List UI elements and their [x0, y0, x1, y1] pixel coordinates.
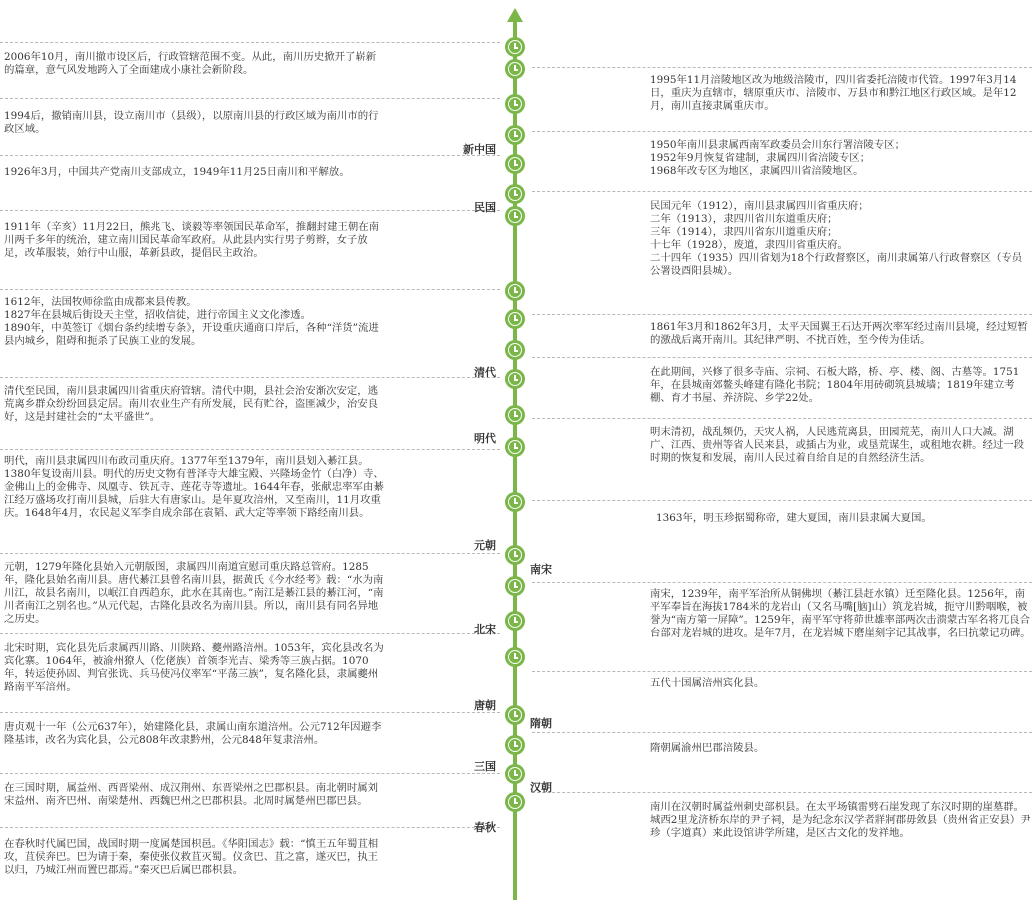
divider — [532, 671, 1032, 672]
left-entry: 在三国时期，属益州、西晋梁州、成汉荆州、东晋梁州之巴郡枳县。南北朝时属刘宋益州、南齐巴州、南梁楚州、西魏巴州之巴郡枳县。北周时属楚州巴郡巴县。 — [4, 782, 379, 807]
right-entry: 隋朝属渝州巴郡涪陵县。 — [650, 742, 765, 754]
divider — [0, 210, 500, 211]
clock-icon — [505, 309, 525, 329]
divider — [532, 357, 1032, 358]
era-label-xinzhongguo: 新中国 — [463, 143, 496, 156]
divider — [0, 98, 500, 99]
clock-icon — [505, 405, 525, 425]
era-label-tang: 唐朝 — [474, 699, 496, 712]
divider — [0, 42, 500, 43]
left-entry: 1926年3月，中国共产党南川支部成立，1949年11月25日南川和平解放。 — [4, 166, 350, 178]
divider — [0, 449, 500, 450]
divider — [0, 827, 500, 828]
clock-icon — [505, 37, 525, 57]
divider — [0, 289, 500, 290]
clock-icon — [505, 184, 525, 204]
left-entry: 2006年10月，南川撤市设区后，行政管辖范围不变。从此，南川历史掀开了崭新的篇章，意气风发地跨入了全面建成小康社会新阶段。 — [4, 51, 377, 76]
clock-icon — [505, 647, 525, 667]
era-label-qing: 清代 — [474, 366, 496, 379]
clock-icon — [505, 154, 525, 174]
left-entry: 唐贞观十一年（公元637年），始建隆化县，隶属山南东道涪州。公元712年因避李隆基讳，改名为宾化县，公元808年改隶黔州，公元848年复隶涪州。 — [4, 721, 382, 746]
divider — [532, 191, 1032, 192]
divider — [532, 131, 1032, 132]
clock-icon — [505, 59, 525, 79]
left-entry: 北宋时期，宾化县先后隶属西川路、川陕路、夔州路涪州。1053年，宾化县改名为宾化寨。1064年，被渝州獠人（仡佬族）首领李光吉、梁秀等三族占据。1070年，转运使孙固、判官张诜、兵马使冯仪率军“平荡三族”，复名隆化县，隶属夔州路南平军涪州。 — [4, 642, 384, 693]
clock-icon — [505, 437, 525, 457]
clock-icon — [505, 705, 525, 725]
right-entry: 1950年南川县隶属西南军政委员会川东行署涪陵专区； 1952年9月恢复省建制，隶属四川省涪陵专区； 1968年改专区为地区，隶属四川省涪陵地区。 — [650, 139, 906, 177]
era-label-nansong: 南宋 — [530, 563, 552, 576]
clock-icon — [505, 492, 525, 512]
divider — [0, 633, 500, 634]
divider — [532, 732, 1032, 733]
right-entry: 明末清初，战乱频仍，天灾人祸，人民逃荒离县，田园荒芜，南川人口大减。湖广、江西、贵州等省人民来县，或插占为业，或垦荒谋生，或租地农耕。经过一段时期的恢复和发展，南川人民过着自给自足的自然经济生活。 — [650, 426, 1025, 464]
left-entry: 在春秋时代属巴国，战国时期一度属楚国枳邑。《华阳国志》载：“慎王五年蜀苴相攻，苴侯奔巴。巴为请于秦，秦使张仪救苴灭蜀。仪贪巴、苴之富，遂灭巴，执王以归，乃城江州而置巴郡焉。”秦灭巴后属巴郡枳县。 — [4, 838, 379, 876]
clock-icon — [505, 576, 525, 596]
era-label-sanguo: 三国 — [474, 760, 496, 773]
left-entry: 1911年（辛亥）11月22日，熊兆飞、谈毅等率领国民革命军，推翻封建王朝在南川两千多年的统治，建立南川国民革命军政府。从此县内实行男子剪辫，女子放足，改革服装，始行中山服，革新县政，提倡民主政治。 — [4, 221, 379, 259]
divider — [0, 712, 500, 713]
clock-icon — [505, 611, 525, 631]
clock-icon — [505, 369, 525, 389]
clock-icon — [505, 340, 525, 360]
right-entry: 1861年3月和1862年3月，太平天国翼王石达开两次率军经过南川县境，经过短暂的激战后离开南川。其纪律严明、不扰百姓，至今传为佳话。 — [650, 321, 1028, 346]
divider — [0, 155, 500, 156]
divider — [532, 67, 1032, 68]
left-entry: 1994后，撤销南川县，设立南川市（县级），以原南川县的行政区域为南川市的行政区域。 — [4, 110, 379, 135]
era-label-yuan: 元朝 — [474, 539, 496, 552]
right-entry: 民国元年（1912），南川县隶属四川省重庆府； 二年（1913），隶四川省川东道重庆府； 三年（1914），隶四川省东川道重庆府； 十七年（1928），废道，隶四川省重庆府。 二十四年（1935）四川省划为18个行政督察区，南川隶属第八行政督察区（专员公署设酉阳县城）。 — [650, 200, 1023, 277]
era-label-minguo: 民国 — [474, 201, 496, 214]
left-entry: 清代至民国，南川县隶属四川省重庆府管辖。清代中期，县社会治安渐次安定，逃荒离乡群众纷纷回县定居。南川农业生产有所发展，民有贮谷，盗匪减少，治安良好，这是封建社会的“太平盛世”。 — [4, 385, 379, 423]
era-label-han: 汉朝 — [530, 781, 552, 794]
right-entry: 在此期间，兴修了很多寺庙、宗祠、石板大路，桥、亭、楼、阁、古墓等。1751年，在县城南郊鳌头峰建有隆化书院；1804年用砖砌筑县城墙；1819年建立考棚、育才书屋、养济院、乡学22处。 — [650, 366, 1020, 404]
right-entry: 南川在汉朝时属益州刺史部枳县。在太平场镇雷劈石崖发现了东汉时期的崖墓群。城西2里龙济桥东岸的尹子祠，是为纪念东汉学者牂牁郡毋敛县（贵州省正安县）尹珍（字道真）来此设馆讲学所建，是区古文化的发祥地。 — [650, 801, 1031, 839]
divider — [532, 582, 1032, 583]
divider — [532, 500, 1032, 501]
clock-icon — [505, 735, 525, 755]
right-entry: 五代十国属涪州宾化县。 — [650, 677, 765, 689]
clock-icon — [505, 545, 525, 565]
clock-icon — [505, 94, 525, 114]
era-label-chunqiu: 春秋 — [474, 821, 496, 834]
era-label-beisong: 北宋 — [474, 623, 496, 636]
right-entry: 1363年，明玉珍据蜀称帝，建大夏国，南川县隶属大夏国。 — [656, 512, 932, 524]
left-entry: 元朝，1279年隆化县始入元朝版图，隶属四川南道宣慰司重庆路总管府。1285年，隆化县始名南川县。唐代綦江县曾名南川县，据黄氏《今水经考》载：“水为南川江，故县名南川，以岷江自西趋东，此水在其南也。”南江是綦江县的綦江河，“南川者南江之别名也。”从元代起，古隆化县改名为南川县。所以，南川县有同名异地之历史。 — [4, 561, 384, 625]
left-entry: 明代，南川县隶属四川布政司重庆府。1377年至1379年，南川县划入綦江县。1380年复设南川县。明代的历史文物有普泽寺大雄宝殿、兴隆场金竹（白净）寺、金佛山上的金佛寺、凤凰寺、铁瓦寺、莲花寺等遗址。1644年春，张献忠率军由綦江经万盛场攻打南川县城，后驻大有唐家山。是年夏攻涪州，又至南川，11月攻重庆。1648年4月，农民起义军李自成余部在袁韬、武大定等率领下路经南川县。 — [4, 455, 384, 519]
clock-icon — [505, 125, 525, 145]
right-entry: 南宋，1239年，南平军治所从铜佛坝（綦江县赶水镇）迁至隆化县。1256年，南平军奉旨在海拔1784米的龙岩山（又名马嘴[脑]山）筑龙岩城，扼守川黔咽喉，被誉为“南方第一屏障”。1259年，南平军守将茆世雄率部两次击溃蒙古军名将兀良合台部对龙岩城的进攻。是年7月，在龙岩城下磨崖刻字记其战事，名曰抗蒙记功碑。 — [650, 588, 1031, 639]
divider — [0, 553, 500, 554]
divider — [532, 792, 1032, 793]
divider — [0, 773, 500, 774]
divider — [0, 377, 500, 378]
arrow-up-icon — [507, 8, 523, 22]
clock-icon — [505, 764, 525, 784]
clock-icon — [505, 281, 525, 301]
era-label-ming: 明代 — [474, 432, 496, 445]
divider — [532, 418, 1032, 419]
left-entry: 1612年，法国牧师徐监由成都来县传教。 1827年在县城后街设天主堂，招收信徒，进行帝国主义文化渗透。 1890年，中英签订《烟台条约续增专条》，开设重庆通商口岸后，各种“洋货”流进县内城乡，阻碍和扼杀了民族工业的发展。 — [4, 296, 379, 347]
era-label-sui: 隋朝 — [530, 717, 552, 730]
right-entry: 1995年11月涪陵地区改为地级涪陵市，四川省委托涪陵市代管。1997年3月14日，重庆为直辖市，辖原重庆市、涪陵市、万县市和黔江地区行政区域。是年12月，南川直接隶属重庆市。 — [650, 74, 1017, 112]
clock-icon — [505, 206, 525, 226]
clock-icon — [505, 792, 525, 812]
divider — [532, 314, 1032, 315]
